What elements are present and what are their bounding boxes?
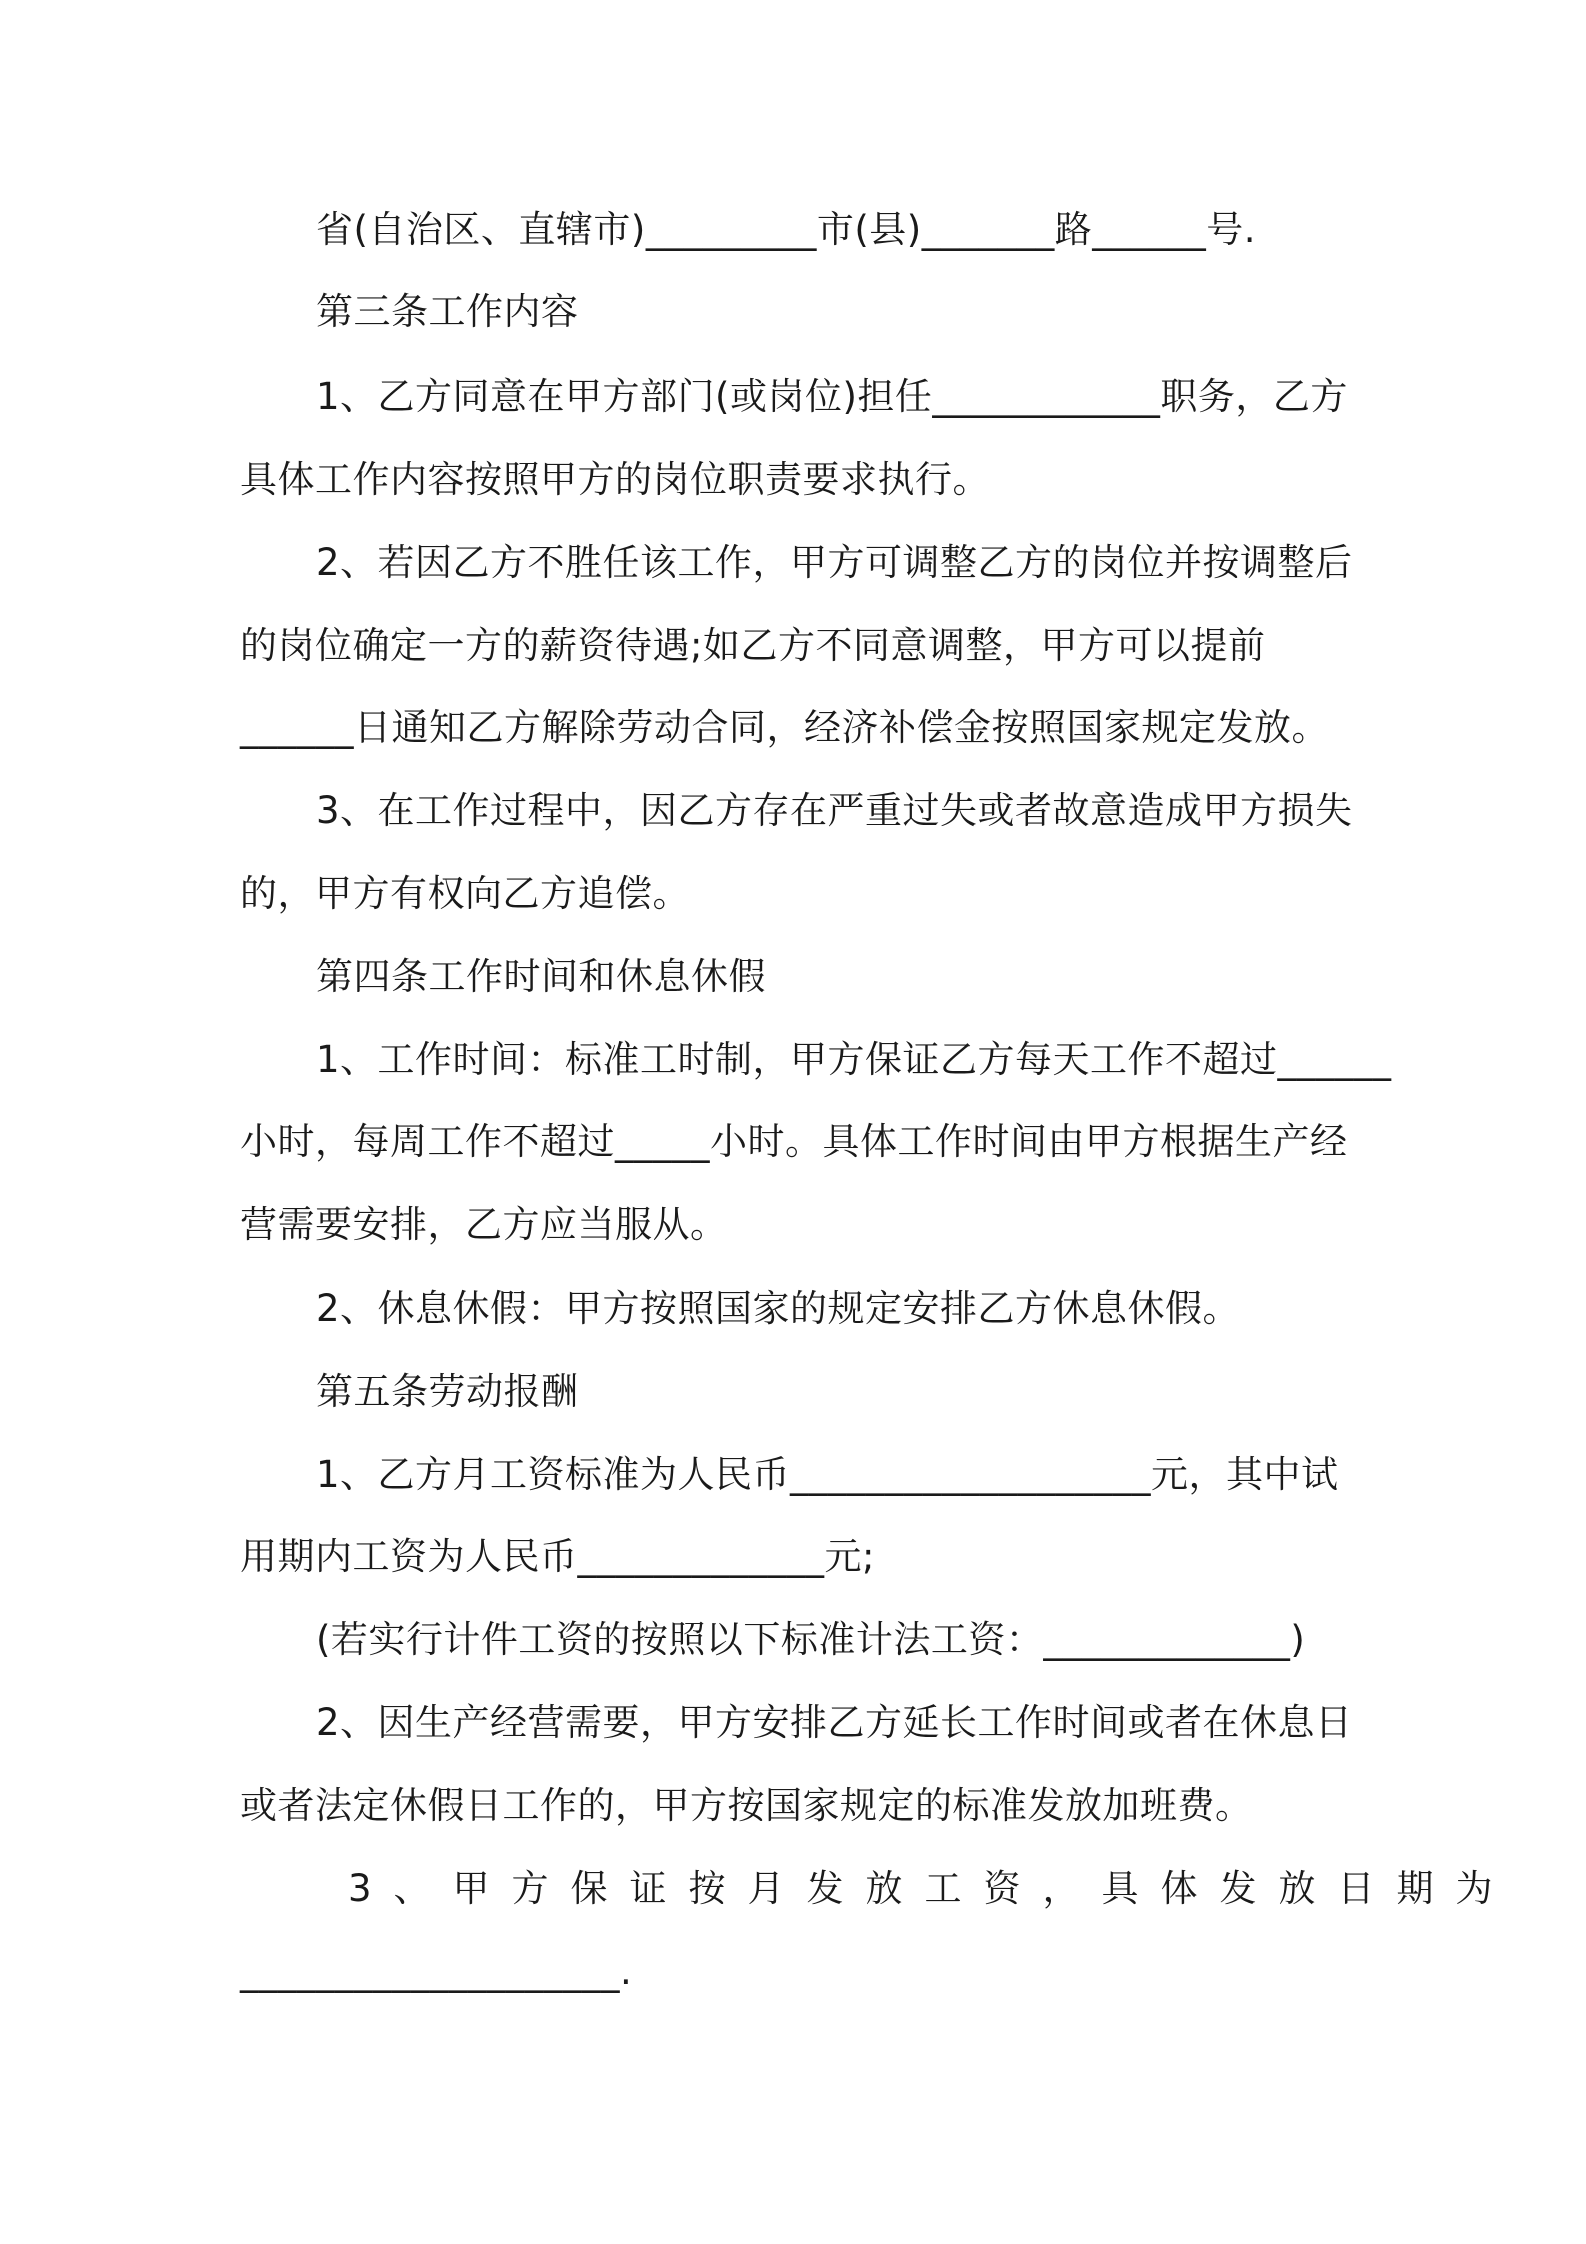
text-line: 1、乙方同意在甲方部门(或岗位)担任____________职务，乙方	[316, 375, 1348, 418]
text-line: 省(自治区、直辖市)_________市(县)_______路______号.	[316, 208, 1257, 251]
text-line: ____________________.	[240, 1950, 633, 1993]
text-line: 具体工作内容按照甲方的岗位职责要求执行。	[240, 458, 990, 501]
text-line: 用期内工资为人民币_____________元;	[240, 1535, 875, 1578]
text-line: 的岗位确定一方的薪资待遇;如乙方不同意调整，甲方可以提前	[240, 624, 1266, 667]
text-line: 2、休息休假：甲方按照国家的规定安排乙方休息休假。	[316, 1287, 1241, 1330]
text-line: 2、因生产经营需要，甲方安排乙方延长工作时间或者在休息日	[316, 1701, 1353, 1744]
text-line: 2、若因乙方不胜任该工作，甲方可调整乙方的岗位并按调整后	[316, 541, 1353, 584]
text-line: 营需要安排，乙方应当服从。	[240, 1203, 728, 1246]
text-line: 的，甲方有权向乙方追偿。	[240, 872, 690, 915]
text-line: 1、乙方月工资标准为人民币___________________元，其中试	[316, 1453, 1339, 1496]
text-line: 3、在工作过程中，因乙方存在严重过失或者故意造成甲方损失	[316, 789, 1353, 832]
text-line: 小时，每周工作不超过_____小时。具体工作时间由甲方根据生产经	[240, 1120, 1348, 1163]
text-line: 或者法定休假日工作的，甲方按国家规定的标准发放加班费。	[240, 1784, 1253, 1827]
section-heading: 第五条劳动报酬	[316, 1370, 579, 1413]
text-line: 3、甲方保证按月发放工资，具体发放日期为	[348, 1867, 1515, 1910]
section-heading: 第三条工作内容	[316, 290, 579, 333]
text-line: ______日通知乙方解除劳动合同，经济补偿金按照国家规定发放。	[240, 706, 1329, 749]
text-line: (若实行计件工资的按照以下标准计法工资：_____________)	[316, 1618, 1306, 1661]
text-line: 1、工作时间：标准工时制，甲方保证乙方每天工作不超过______	[316, 1038, 1392, 1081]
section-heading: 第四条工作时间和休息休假	[316, 955, 766, 998]
